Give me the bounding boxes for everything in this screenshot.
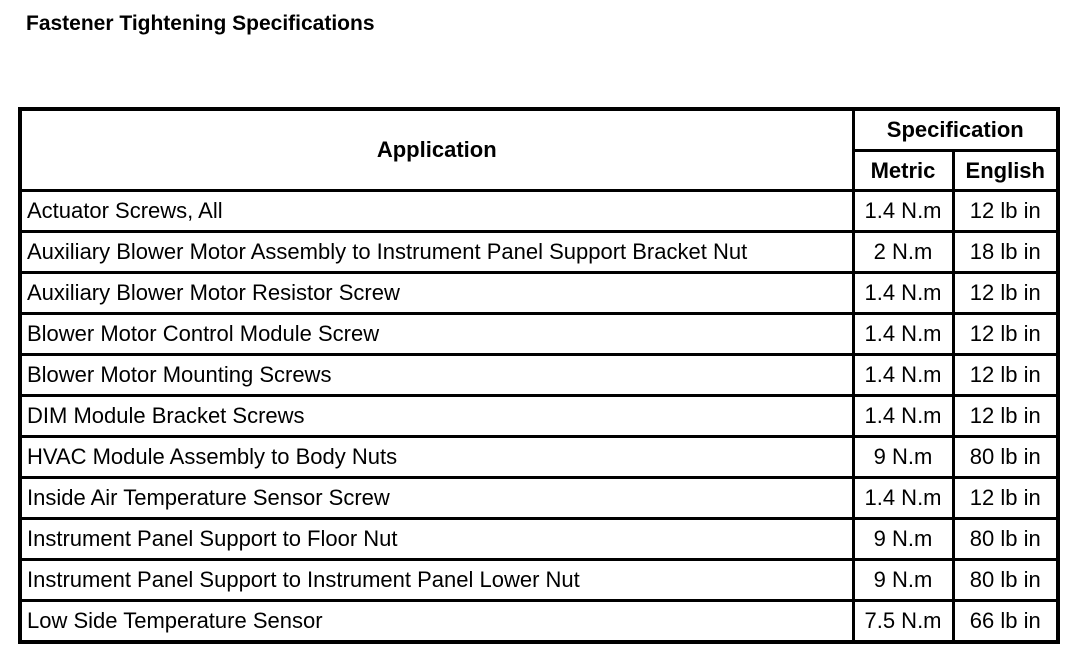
english-cell: 80 lb in (953, 519, 1058, 560)
header-english: English (953, 151, 1058, 191)
metric-cell: 2 N.m (853, 232, 953, 273)
english-cell: 12 lb in (953, 478, 1058, 519)
english-cell: 80 lb in (953, 560, 1058, 601)
header-application: Application (20, 109, 853, 191)
application-cell: Actuator Screws, All (20, 191, 853, 232)
application-cell: Blower Motor Mounting Screws (20, 355, 853, 396)
table-row (20, 232, 1058, 273)
header-specification: Specification (853, 109, 1058, 151)
metric-cell: 9 N.m (853, 519, 953, 560)
english-cell: 12 lb in (953, 273, 1058, 314)
english-cell: 12 lb in (953, 396, 1058, 437)
metric-cell: 1.4 N.m (853, 273, 953, 314)
application-cell: Auxiliary Blower Motor Resistor Screw (20, 273, 853, 314)
metric-cell: 1.4 N.m (853, 478, 953, 519)
application-cell: Blower Motor Control Module Screw (20, 314, 853, 355)
english-cell: 12 lb in (953, 314, 1058, 355)
english-cell: 66 lb in (953, 601, 1058, 643)
metric-cell: 7.5 N.m (853, 601, 953, 643)
header-metric: Metric (853, 151, 953, 191)
table-row (20, 355, 1058, 396)
application-cell: DIM Module Bracket Screws (20, 396, 853, 437)
english-cell: 18 lb in (953, 232, 1058, 273)
table-row (20, 519, 1058, 560)
table-row (20, 396, 1058, 437)
table-row (20, 273, 1058, 314)
english-cell: 80 lb in (953, 437, 1058, 478)
table-row (20, 560, 1058, 601)
application-cell: HVAC Module Assembly to Body Nuts (20, 437, 853, 478)
table-row (20, 478, 1058, 519)
fastener-spec-table (18, 107, 1060, 644)
application-cell: Auxiliary Blower Motor Assembly to Instrument Panel Support Bracket Nut (20, 232, 853, 273)
metric-cell: 9 N.m (853, 437, 953, 478)
page-title: Fastener Tightening Specifications (26, 12, 375, 35)
metric-cell: 9 N.m (853, 560, 953, 601)
metric-cell: 1.4 N.m (853, 355, 953, 396)
metric-cell: 1.4 N.m (853, 314, 953, 355)
metric-cell: 1.4 N.m (853, 191, 953, 232)
application-cell: Low Side Temperature Sensor (20, 601, 853, 643)
metric-cell: 1.4 N.m (853, 396, 953, 437)
table-row (20, 437, 1058, 478)
application-cell: Instrument Panel Support to Instrument Panel Lower Nut (20, 560, 853, 601)
table-row (20, 314, 1058, 355)
english-cell: 12 lb in (953, 355, 1058, 396)
application-cell: Inside Air Temperature Sensor Screw (20, 478, 853, 519)
table-row (20, 191, 1058, 232)
table-row (20, 601, 1058, 643)
application-cell: Instrument Panel Support to Floor Nut (20, 519, 853, 560)
english-cell: 12 lb in (953, 191, 1058, 232)
